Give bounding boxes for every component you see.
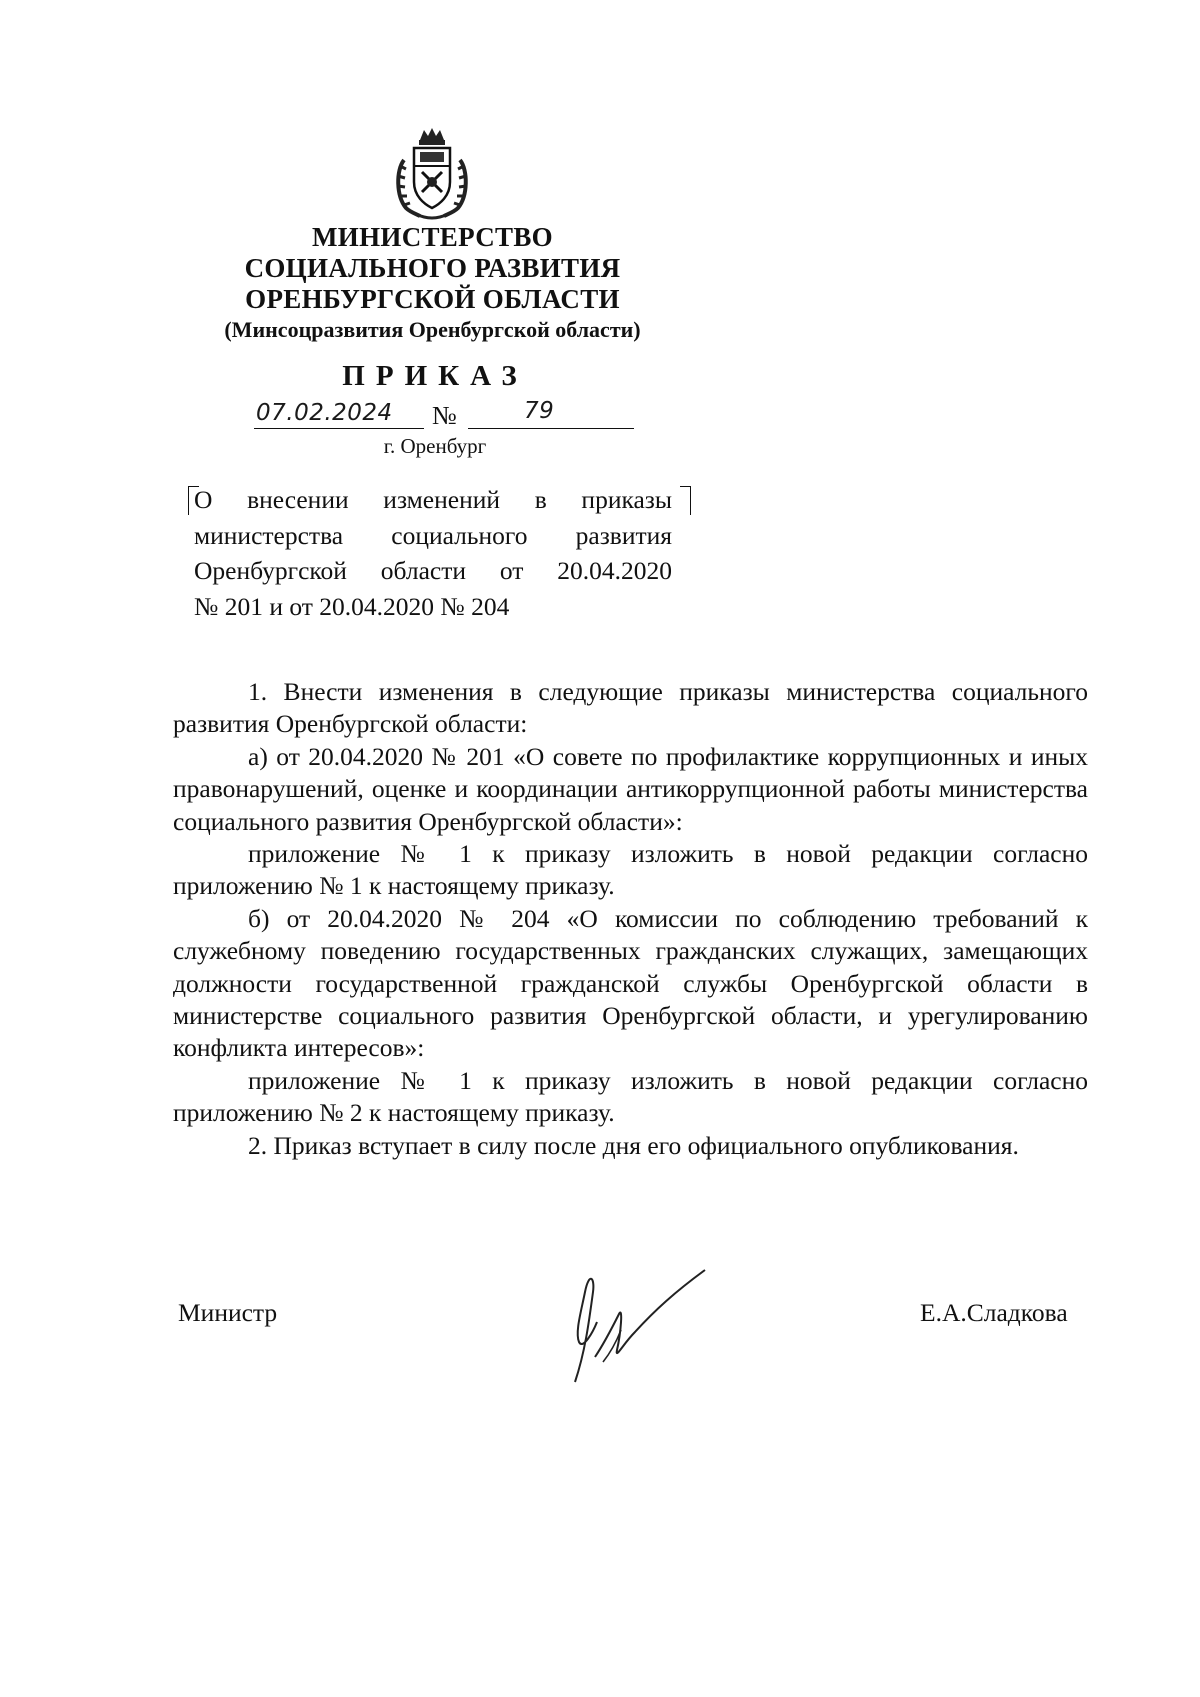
signatory-title: Министр [178, 1298, 278, 1327]
org-short-name: (Минсоцразвития Оренбургской области) [224, 317, 641, 342]
paragraph-1: 1. Внести изменения в следующие приказы министерства социального развития Оренбургской области: [173, 677, 1088, 739]
paragraph-1a-annex: приложение № 1 к приказу изложить в новой редакции согласно приложению № 1 к настоящему приказу. [173, 839, 1088, 901]
date-underline [254, 428, 424, 429]
subject-corner-right [680, 486, 691, 515]
subject-line-1: О внесении изменений в приказы [194, 485, 672, 514]
paragraph-1b: б) от 20.04.2020 № 204 «О комиссии по соблюдению требований к служебному поведению государственных гражданских служащих, замещающих должности государственной гражданской службы Оренбургской области в министерстве социального развития Оренбургской области, и урегулированию конфликта интересов»: [173, 903, 1088, 1063]
number-sign: № [432, 401, 457, 430]
subject-line-2: министерства социального развития [194, 520, 672, 550]
document-number: 79 [524, 398, 555, 424]
number-underline [468, 428, 634, 429]
paragraph-2: 2. Приказ вступает в силу после дня его официального опубликования. [248, 1130, 1019, 1160]
order-subject [194, 482, 672, 624]
org-line-3: ОРЕНБУРГСКОЙ ОБЛАСТИ [245, 284, 620, 314]
city-name: г. Оренбург [383, 434, 487, 458]
subject-line-4: № 201 и от 20.04.2020 № 204 [194, 591, 510, 621]
subject-line-3: Оренбургской области от 20.04.2020 [194, 556, 672, 585]
handwritten-signature-icon [545, 1262, 715, 1387]
date-number-row [254, 398, 634, 434]
signatory-name: Е.А.Сладкова [920, 1298, 1068, 1327]
order-body [173, 676, 1088, 1162]
org-line-2: СОЦИАЛЬНОГО РАЗВИТИЯ [244, 253, 621, 283]
paragraph-1b-annex: приложение № 1 к приказу изложить в новой редакции согласно приложению № 2 к настоящему приказу. [173, 1065, 1088, 1128]
organization-name [160, 222, 705, 345]
coat-of-arms-icon [390, 126, 474, 222]
paragraph-1a: а) от 20.04.2020 № 201 «О совете по профилактике коррупционных и иных правонарушений, оценке и координации антикоррупционной работы министерства социального развития Оренбургской области»: [173, 741, 1088, 836]
org-line-1: МИНИСТЕРСТВО [312, 222, 553, 252]
document-date: 07.02.2024 [256, 400, 393, 426]
document-type: ПРИКАЗ [342, 360, 528, 392]
